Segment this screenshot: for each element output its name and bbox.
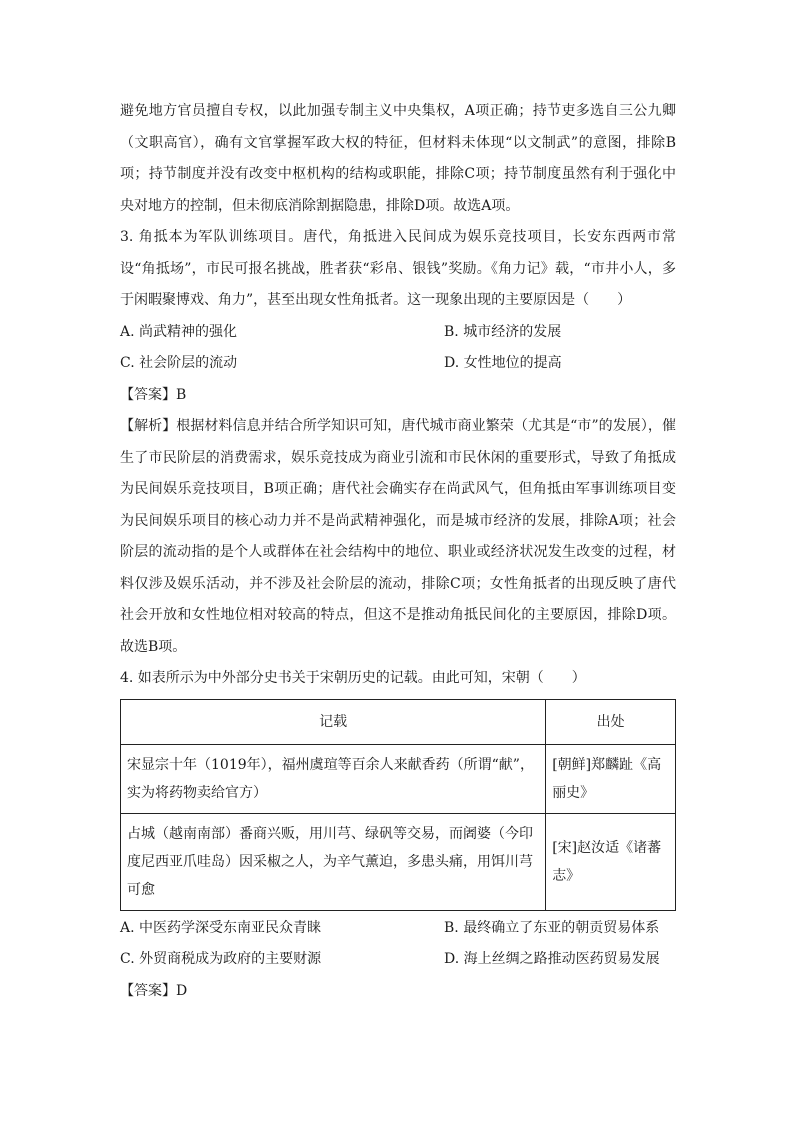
q3-option-b: B. 城市经济的发展	[444, 323, 562, 340]
q3-answer: 【答案】B	[120, 386, 187, 403]
q3-options-row-1	[120, 317, 676, 349]
q3-options-row-2	[120, 348, 676, 380]
q4-option-a: A. 中医药学深受东南亚民众青睐	[120, 919, 322, 936]
q4-options-row-2	[120, 944, 676, 976]
table-cell-record: 占城（越南南部）番商兴贩，用川芎、绿矾等交易，而阇婆（今印度尼西亚爪哇岛）因采椒之人，为辛气薰迫，多患头痛，用饵川芎可愈	[121, 813, 546, 910]
q4-option-c: C. 外贸商税成为政府的主要财源	[120, 951, 322, 967]
table-header-record: 记载	[121, 699, 546, 744]
table-header-row	[121, 699, 676, 744]
q4-answer: 【答案】D	[120, 982, 188, 999]
table-header-source: 出处	[546, 699, 676, 744]
q3-stem: 3. 角抵本为军队训练项目。唐代，角抵进入民间成为娱乐竞技项目，长安东西两市常设“角抵场”，市民可报名挑战，胜者获“彩帛、银钱”奖励。《角力记》载，“市井小人，多于闲暇聚博戏、角力”，甚至出现女性角抵者。这一现象出现的主要原因是（ ）	[120, 229, 676, 308]
table-row	[121, 744, 676, 813]
q4-option-d: D. 海上丝绸之路推动医药贸易发展	[444, 951, 660, 967]
table-cell-source: [宋]赵汝适《诸蕃志》	[546, 813, 676, 910]
q4-options-row-1	[120, 913, 676, 945]
q3-option-d: D. 女性地位的提高	[444, 355, 562, 371]
document-page	[120, 96, 676, 1007]
q3-explanation: 【解析】根据材料信息并结合所学知识可知，唐代城市商业繁荣（尤其是“市”的发展），催生了市民阶层的消费需求，娱乐竞技成为商业引流和市民休闲的重要形式，导致了角抵成为民间娱乐竞技项目，B项正确；唐代社会确实存在尚武风气，但角抵由军事训练项目变为民间娱乐项目的核心动力并不是尚武精神强化，而是城市经济的发展，排除A项；社会阶层的流动指的是个人或群体在社会结构中的地位、职业或经济状况发生改变的过程，材料仅涉及娱乐活动，并不涉及社会阶层的流动，排除C项；女性角抵者的出现反映了唐代社会开放和女性地位相对较高的特点，但这不是推动角抵民间化的主要原因，排除D项。故选B项。	[120, 418, 676, 655]
q3-option-a: A. 尚武精神的强化	[120, 323, 238, 340]
table-row	[121, 813, 676, 910]
q2-explanation-continued: 避免地方官员擅自专权，以此加强专制主义中央集权，A项正确；持节吏多选自三公九卿（文职高官），确有文官掌握军政大权的特征，但材料未体现“以文制武”的意图，排除B项；持节制度并没有改变中枢机构的结构或职能，排除C项；持节制度虽然有利于强化中央对地方的控制，但未彻底消除割据隐患，排除D项。故选A项。	[120, 103, 676, 214]
q4-option-b: B. 最终确立了东亚的朝贡贸易体系	[444, 919, 660, 936]
q4-stem: 4. 如表所示为中外部分史书关于宋朝历史的记载。由此可知，宋朝（ ）	[120, 670, 586, 686]
table-cell-record: 宋显宗十年（1019年），福州虞瑄等百余人来献香药（所谓“献”，实为将药物卖给官方）	[121, 744, 546, 813]
q4-source-table	[120, 699, 676, 911]
q3-option-c: C. 社会阶层的流动	[120, 355, 238, 371]
table-cell-source: [朝鲜]郑麟趾《高丽史》	[546, 744, 676, 813]
